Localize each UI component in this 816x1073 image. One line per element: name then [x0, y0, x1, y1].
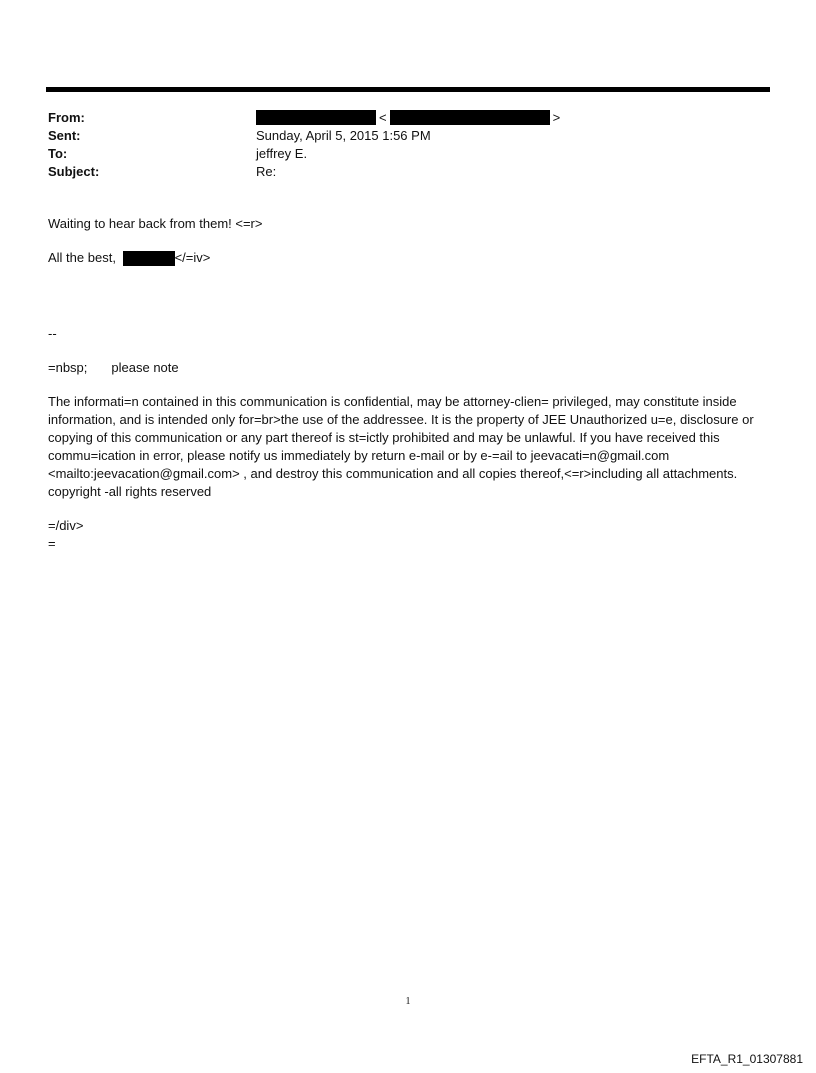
redaction-block — [123, 251, 175, 266]
please-note-line — [48, 359, 768, 377]
sent-row — [48, 126, 768, 144]
redaction-block — [390, 110, 550, 125]
header-rule — [46, 87, 770, 92]
signoff-prefix: All the best, — [48, 250, 116, 265]
to-row — [48, 144, 768, 162]
body-line-1: Waiting to hear back from them! <=r> — [48, 216, 263, 231]
end-div-line: =/div> — [48, 518, 84, 533]
from-open-bracket: < — [379, 109, 387, 125]
document-id: EFTA_R1_01307881 — [691, 1052, 803, 1066]
disclaimer-paragraph: The informati=n contained in this communication is confidential, may be attorney-clien= privileged, may constitute inside information, and is intended only for=br>the use of the addressee. It is the property of JEE Unauthorized u=e, disclosure or copying of this communication or any part thereof is st=ictly prohibited and may be unlawful. If you have received this commu=ication in error, please notify us immediately by return e-mail or by e-=ail to jeevacati=n@gmail.com <mailto:jeevacation@gmail.com> , and destroy this communication and all copies thereof,<=r>including all attachments. copyright -all rights reserved — [48, 394, 754, 499]
email-header — [48, 108, 768, 180]
subject-value: Re: — [256, 163, 277, 179]
signoff-line — [48, 249, 768, 267]
email-body — [48, 215, 768, 553]
sent-label: Sent: — [48, 127, 81, 143]
sent-value: Sunday, April 5, 2015 1:56 PM — [256, 127, 431, 143]
to-label: To: — [48, 145, 68, 161]
from-row — [48, 108, 768, 126]
from-value — [256, 110, 768, 125]
please-note-text: please note — [111, 360, 179, 375]
separator-dashes: -- — [48, 326, 57, 341]
page-number: 1 — [405, 996, 411, 1007]
nbsp-text: =nbsp; — [48, 360, 88, 375]
redaction-block — [256, 110, 376, 125]
from-close-bracket: > — [552, 109, 561, 125]
signoff-suffix: </=iv> — [174, 250, 211, 265]
to-value: jeffrey E. — [256, 145, 308, 161]
end-eq-line: = — [48, 536, 56, 551]
from-label: From: — [48, 109, 85, 125]
subject-label: Subject: — [48, 163, 100, 179]
subject-row — [48, 162, 768, 180]
